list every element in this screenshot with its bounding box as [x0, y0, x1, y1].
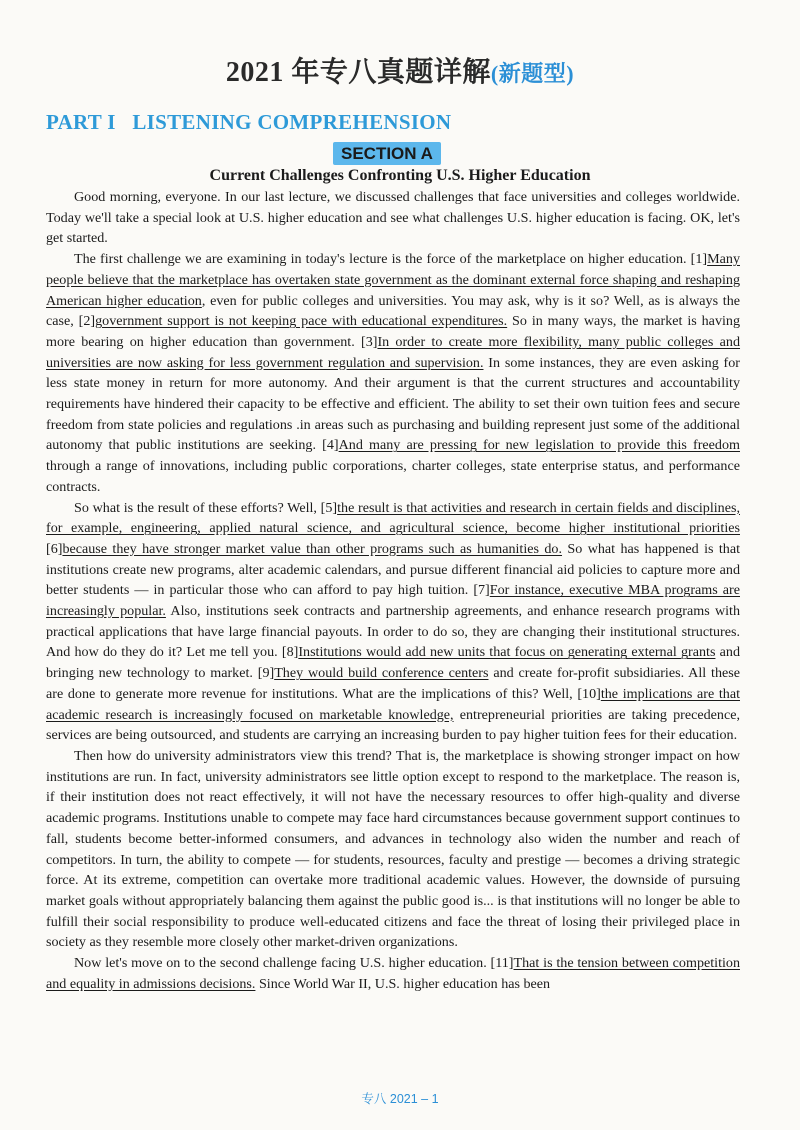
underlined-answer-text: They would build conference centers — [274, 665, 489, 682]
page-number: 专八 2021 – 1 — [361, 1092, 439, 1106]
paragraph — [46, 746, 740, 953]
text-run: So what is the result of these efforts? Well, — [74, 499, 321, 516]
text-run: Good morning, everyone. In our last lecture, we discussed challenges that face universities and colleges worldwide. Today we'll take a special look at U.S. higher education and see what challenges U.S. higher education is facing. OK, let's get started. — [46, 189, 740, 247]
page-title-suffix: (新题型) — [490, 61, 575, 86]
text-run: [4] — [322, 437, 339, 454]
text-run: and bringing new technology to market. — [46, 644, 741, 682]
underlined-answer-text: Institutions would add new units that focus on generating external grants — [298, 644, 716, 661]
text-run: In some instances, they are even asking for less state money in return for more autonomy. And their argument is that the current structures and accountability requirements have hindered their capacity to be effective and efficient. The ability to set their own tuition fees and secure freedom from state policies and regulations .in areas such as purchasing and building represent just some of the additional autonomy that public institutions are seeking. — [46, 354, 740, 454]
text-run: The first challenge we are examining in today's lecture is the force of the marketplace on higher education. — [74, 251, 691, 268]
text-run: entrepreneurial priorities are taking precedence, services are being outsourced, and students are carrying an increasing burden to pay higher tuition fees for their education. — [46, 706, 740, 744]
text-run: [7] — [473, 582, 490, 599]
text-run: [6] — [46, 540, 63, 557]
text-run: Since World War II, U.S. higher education has been — [255, 975, 551, 992]
paragraph — [46, 249, 740, 497]
text-run: [8] — [281, 644, 299, 661]
text-run: [2] — [78, 313, 96, 330]
underlined-answer-text: because they have stronger market value than other programs such as humanities do. — [62, 540, 563, 557]
text-run: [1] — [690, 251, 708, 268]
underlined-answer-text: Many people believe that the marketplace has overtaken state government as the dominant external force shaping and reshaping American higher education — [46, 251, 740, 309]
paragraph — [46, 953, 740, 994]
text-run: [3] — [361, 333, 378, 350]
page-title-main: 2021 年专八真题详解 — [225, 57, 491, 88]
part-heading: PART I LISTENING COMPREHENSION — [46, 110, 452, 134]
text-run: [9] — [257, 665, 275, 682]
underlined-answer-text: In order to create more flexibility, many public colleges and universities are now asking for less government regulation and supervision. — [46, 333, 741, 371]
text-run: So what has happened is that institutions create new programs, alter academic calendars, and pursue different financial aid policies to capture more and better students — in particular those who can afford to pay high tuition. — [46, 540, 741, 599]
text-run: , even for public colleges and universities. You may ask, why is it so? Well, as is always the case, — [46, 292, 741, 330]
lecture-transcript — [46, 187, 740, 994]
text-run: Then how do university administrators view this trend? That is, the marketplace is showing stronger impact on how institutions are run. In fact, university administrators see little option except to respond to the marketplace. The reason is, if their institution does not react effectively, it will not have the necessary resources to offer high-quality and diverse academic programs. Institutions unable to compete may face hard circumstances because government support continues to fall, students become better-informed consumers, and advances in technology also widen the number and reach of competitors. In turn, the ability to compete — for students, resources, faculty and prestige — becomes a driving strategic force. At its extreme, competition can overtake more traditional academic values. However, the downside of pursuing market goals without appropriately balancing them against the public good is... is that institutions will no longer be able to fulfill their social responsibility to produce well-educated citizens and face the threat of losing their privileged place in society as they resemble more closely other market-driven organizations. — [46, 747, 740, 951]
underlined-answer-text: the result is that activities and research in certain fields and disciplines, for example, engineering, applied natural science, and agricultural science, become higher institutional priorities — [46, 499, 740, 537]
underlined-answer-text: For instance, executive MBA programs are increasingly popular. — [46, 582, 740, 620]
underlined-answer-text: That is the tension between competition and equality in admissions decisions. — [46, 955, 740, 992]
text-run: Also, institutions seek contracts and partnership agreements, and enhance research programs with practical applications that have large financial payouts. In order to do so, they are changing their institutional structures. And how do they do it? Let me tell you. — [46, 603, 741, 661]
text-run: and create for-profit subsidiaries. All these are done to generate more revenue for institutions. What are the implications of this? Well, — [46, 665, 740, 702]
text-run: So in many ways, the market is having more bearing on higher education than government. — [46, 313, 740, 350]
paragraph — [46, 498, 740, 746]
text-run: [11] — [490, 955, 514, 972]
lecture-title: Current Challenges Confronting U.S. Higher Education — [209, 167, 591, 184]
text-run: through a range of innovations, including public corporations, charter colleges, state enterprise status, and performance contracts. — [46, 458, 740, 495]
underlined-answer-text: the implications are that academic research is increasingly focused on marketable knowledge, — [46, 685, 740, 723]
underlined-answer-text: government support is not keeping pace with educational expenditures. — [95, 313, 508, 330]
paragraph — [46, 187, 740, 249]
text-run: [10] — [577, 685, 601, 702]
page-title — [0, 50, 800, 90]
text-run: Now let's move on to the second challenge facing U.S. higher education. — [74, 955, 491, 972]
section-badge: SECTION A — [333, 142, 441, 165]
text-run: [5] — [320, 499, 338, 516]
underlined-answer-text: And many are pressing for new legislation to provide this freedom — [338, 437, 740, 454]
